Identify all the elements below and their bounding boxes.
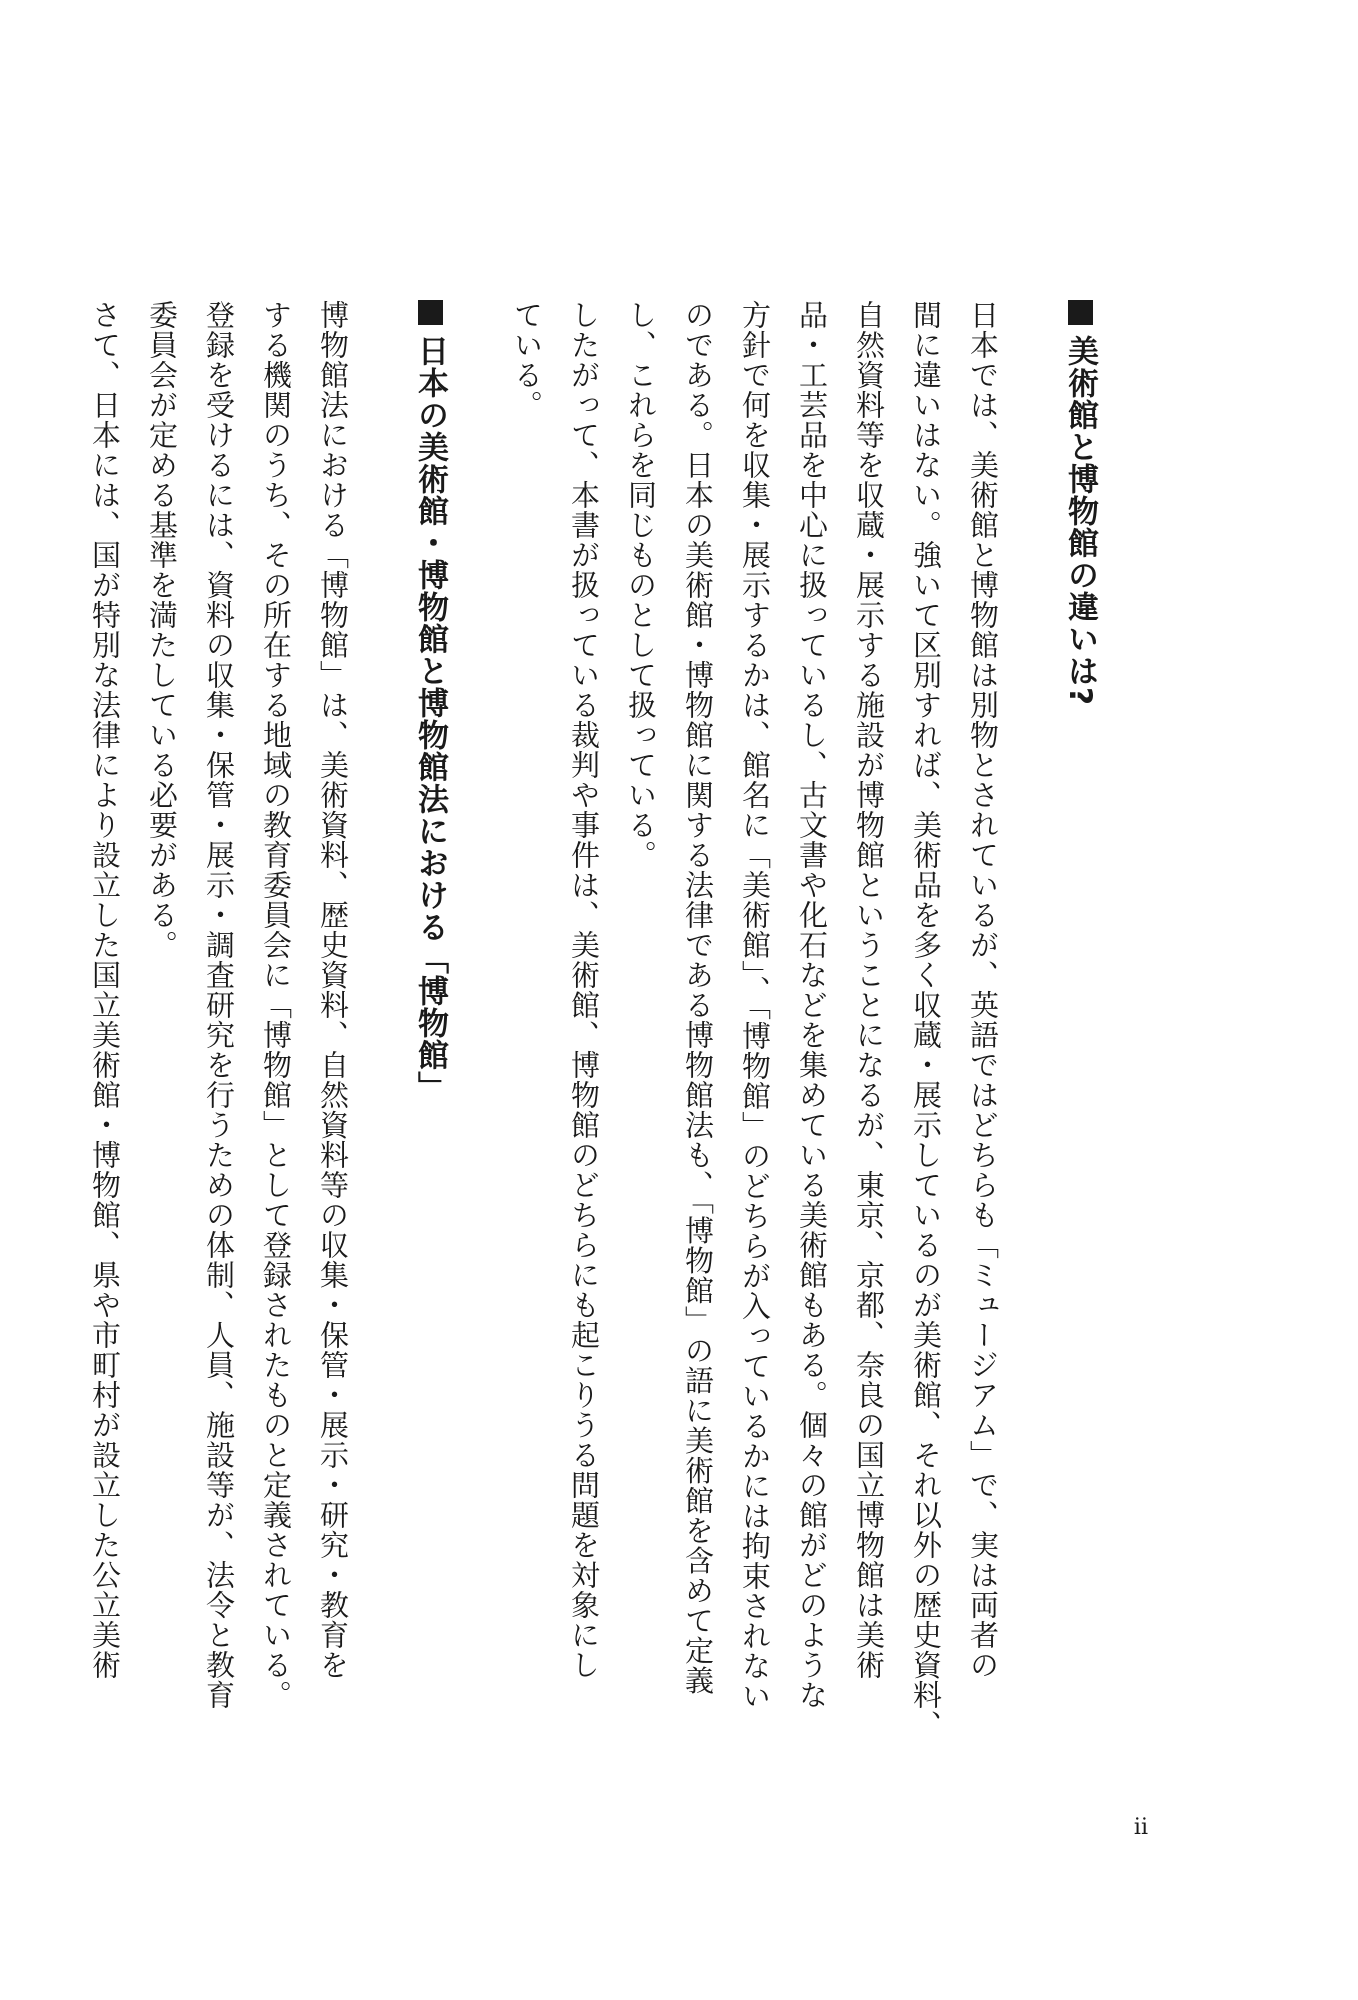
paragraph-line: ている。 [510,300,544,420]
square-bullet-icon [1068,300,1093,325]
paragraph-line: 方針で何を収集・展示するかは、館名に「美術館」、「博物館」のどちらが入っているかには拘束されない [738,300,772,1711]
paragraph-line: 品・工芸品を中心に扱っているし、古文書や化石などを集めている美術館もある。個々の館がどのような [795,300,829,1710]
paragraph-line: したがって、本書が扱っている裁判や事件は、美術館、博物館のどちらにも起こりうる問題を対象にし [567,300,601,1680]
heading-text: 日本の美術館・博物館と博物館法における「博物館」 [412,335,448,1103]
paragraph-line: 登録を受けるには、資料の収集・保管・展示・調査研究を行うための体制、人員、施設等が、法令と教育 [202,300,236,1710]
section-heading-museum-law [401,300,458,1790]
paragraph-line: 自然資料等を収蔵・展示する施設が博物館ということになるが、東京、京都、奈良の国立博物館は美術 [852,300,886,1680]
section-heading-museum-difference [1051,300,1108,1790]
paragraph-line: し、これらを同じものとして扱っている。 [624,300,658,870]
vertical-text-block [76,300,1108,1790]
heading-text: 美術館と博物館の違いは? [1062,335,1098,706]
page-number: ii [1133,1815,1148,1840]
paragraph-line: 日本では、美術館と博物館は別物とされているが、英語ではどちらも「ミュージアム」で、実は両者の [966,300,1000,1680]
paragraph-line: 間に違いはない。強いて区別すれば、美術品を多く収蔵・展示しているのが美術館、それ以外の歴史資料、 [909,300,943,1740]
paragraph-line: のである。日本の美術館・博物館に関する法律である博物館法も、「博物館」の語に美術館を含めて定義 [681,300,715,1696]
square-bullet-icon [418,300,443,325]
paragraph-line: さて、日本には、国が特別な法律により設立した国立美術館・博物館、県や市町村が設立した公立美術 [88,300,122,1680]
paragraph-line: 委員会が定める基準を満たしている必要がある。 [145,300,179,960]
paragraph-line: する機関のうち、その所在する地域の教育委員会に「博物館」として登録されたものと定義されている。 [259,300,293,1710]
paragraph-line: 博物館法における「博物館」は、美術資料、歴史資料、自然資料等の収集・保管・展示・研究・教育を [316,300,350,1680]
